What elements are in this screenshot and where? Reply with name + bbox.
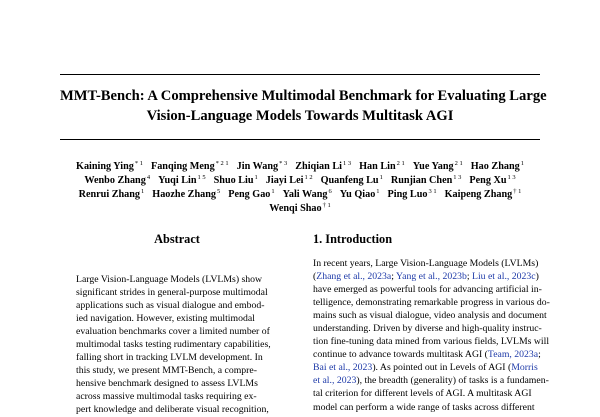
introduction-text: have emerged as powerful tools for advancing artificial in- <box>313 284 542 296</box>
author-affiliation-mark: 1 3 <box>453 174 462 182</box>
abstract-line: significant strides in general-purpose multimodal <box>76 287 268 299</box>
author <box>214 175 258 186</box>
introduction-line <box>313 257 543 270</box>
author-affiliation-mark: 3 1 <box>428 188 437 196</box>
abstract-line: falling short in tracking LVLM development. In <box>76 352 263 364</box>
introduction-line <box>313 270 543 283</box>
introduction-line <box>313 322 543 335</box>
introduction-line <box>313 361 543 374</box>
author-line <box>55 202 545 216</box>
author-name: Peng Gao <box>228 189 271 201</box>
author-name: Haozhe Zhang <box>152 189 216 201</box>
introduction-text: telligence, demonstrating remarkable progress in various do- <box>313 297 550 309</box>
citation-link[interactable]: Yang et al., 2023b <box>396 271 467 283</box>
introduction-text: ( <box>313 271 317 283</box>
author-affiliation-mark: 1 2 <box>304 174 313 182</box>
introduction-text: ; <box>466 271 472 283</box>
introduction-text: continue to advance towards multitask AGI ( <box>313 349 488 361</box>
author <box>79 189 145 200</box>
author-name: Runjian Chen <box>390 175 453 187</box>
author <box>469 175 515 186</box>
author <box>413 161 463 172</box>
abstract-line: this study, we present MMT-Bench, a compre- <box>76 365 257 377</box>
author <box>445 189 522 200</box>
author-name: Fanqing Meng <box>150 161 215 172</box>
citation-link[interactable]: Bai et al., 2023 <box>313 362 373 374</box>
author-name: Yu Qiao <box>339 189 376 201</box>
author-name: Kaipeng Zhang <box>444 189 513 201</box>
author <box>295 161 351 172</box>
author <box>237 161 288 172</box>
introduction-text: understanding. Driven by diverse and high-quality instruc- <box>313 323 542 335</box>
author-affiliation-mark: 1 5 <box>197 174 206 182</box>
abstract-line: multimodal tasks testing rudimentary capabilities, <box>76 339 271 351</box>
introduction-text: mains such as visual dialogue, video analysis and document <box>313 310 547 322</box>
author-list <box>55 160 545 216</box>
abstract-line: ied navigation. However, existing multimodal <box>76 313 255 325</box>
introduction-line <box>313 335 550 348</box>
title-top-rule <box>60 74 540 75</box>
introduction-line <box>313 296 550 309</box>
author <box>359 161 405 172</box>
introduction-text: ; <box>391 271 397 283</box>
abstract-line: evaluation benchmarks cover a limited number of <box>76 326 270 338</box>
abstract-line: across massive multimodal tasks requiring ex- <box>76 391 257 403</box>
introduction-line <box>313 309 547 322</box>
author <box>471 161 524 172</box>
author-affiliation-mark: 6 <box>328 188 332 196</box>
author-affiliation-mark: 1 <box>271 188 275 196</box>
author-name: Hao Zhang <box>470 161 520 172</box>
abstract-line: applications such as visual dialogue and embod- <box>76 300 265 312</box>
author-line <box>55 188 545 202</box>
citation-link[interactable]: Zhang et al., 2023a <box>316 271 392 283</box>
author-affiliation-mark: 1 3 <box>342 160 352 167</box>
citation-link[interactable]: Team, 2023a <box>487 349 539 361</box>
title-bottom-rule <box>60 139 540 140</box>
author-affiliation-mark: † 1 <box>322 202 331 210</box>
citation-link[interactable]: Morris <box>511 362 538 374</box>
author <box>340 189 380 200</box>
introduction-text: ) <box>535 271 539 283</box>
author-name: Yali Wang <box>282 189 328 201</box>
author <box>269 203 331 214</box>
abstract-body <box>76 273 288 417</box>
left-column <box>76 231 288 417</box>
abstract-line: hensive benchmark designed to assess LVLMs <box>76 378 258 390</box>
title-line-2: Vision-Language Models Towards Multitask AGI <box>146 108 454 124</box>
abstract-line: pert knowledge and deliberate visual recognition, <box>76 404 269 416</box>
author <box>152 189 220 200</box>
author-name: Quanfeng Lu <box>320 175 379 187</box>
author-name: Ping Luo <box>387 189 428 201</box>
author <box>283 189 332 200</box>
introduction-text: ), the breadth (generality) of tasks is a fundamen- <box>356 375 549 387</box>
author-affiliation-mark: 1 <box>141 188 145 196</box>
introduction-line <box>313 348 543 361</box>
author <box>84 175 150 186</box>
right-column <box>313 231 550 414</box>
author <box>321 175 383 186</box>
author-affiliation-mark: * 2 1 <box>215 160 229 167</box>
citation-link[interactable]: et al., 2023 <box>313 375 357 387</box>
author <box>266 175 313 186</box>
author <box>228 189 274 200</box>
author-name: Wenbo Zhang <box>84 175 146 187</box>
introduction-text: ; <box>538 349 541 361</box>
author-affiliation-mark: 1 <box>254 174 258 182</box>
author-name: Han Lin <box>359 161 396 172</box>
author-name: Shuo Liu <box>213 175 254 187</box>
author-line <box>55 174 545 188</box>
introduction-line <box>313 401 543 414</box>
author-name: Wenqi Shao <box>269 203 322 215</box>
author-affiliation-mark: * 3 <box>279 160 288 167</box>
author-affiliation-mark: 2 1 <box>454 160 463 167</box>
author-affiliation-mark: 2 1 <box>396 160 405 167</box>
author-name: Renrui Zhang <box>78 189 141 201</box>
author-name: Jiayi Lei <box>265 175 304 187</box>
introduction-text: tal criterion for different levels of AGI. A multitask AGI <box>313 388 532 400</box>
introduction-heading: 1. Introduction <box>313 232 393 246</box>
author-name: Zhiqian Li <box>295 161 342 172</box>
author-affiliation-mark: † 1 <box>513 188 522 196</box>
introduction-line <box>313 374 549 387</box>
author-name: Yue Yang <box>412 161 454 172</box>
title-line-1: MMT-Bench: A Comprehensive Multimodal Benchmark for Evaluating Large <box>60 88 547 104</box>
author-affiliation-mark: 1 <box>376 188 380 196</box>
author <box>388 189 437 200</box>
author-line <box>55 160 545 174</box>
author-name: Jin Wang <box>236 161 279 172</box>
introduction-text: model can perform a wide range of tasks across different <box>313 401 535 413</box>
introduction-text: tion fine-tuning data mined from various fields, LVLMs will <box>313 336 550 348</box>
author-affiliation-mark: 1 3 <box>507 174 516 182</box>
author-affiliation-mark: 5 <box>216 188 221 196</box>
author-name: Yuqi Lin <box>158 175 197 187</box>
introduction-body <box>313 257 550 414</box>
author <box>158 175 206 186</box>
introduction-line <box>313 387 543 400</box>
introduction-line <box>313 283 543 296</box>
author <box>391 175 462 186</box>
abstract-line: Large Vision-Language Models (LVLMs) show <box>76 274 263 285</box>
introduction-text: In recent years, Large Vision-Language Models (LVLMs) <box>313 258 539 269</box>
introduction-text: ). As pointed out in Levels of AGI ( <box>372 362 512 374</box>
paper-title <box>60 86 547 126</box>
author-affiliation-mark: * 1 <box>134 160 143 167</box>
author-affiliation-mark: 4 <box>146 174 151 182</box>
author-affiliation-mark: 1 <box>520 160 524 167</box>
abstract-heading: Abstract <box>154 232 200 246</box>
author <box>151 161 229 172</box>
author-name: Kaining Ying <box>76 161 134 172</box>
author-name: Peng Xu <box>469 175 507 187</box>
author <box>76 161 143 172</box>
citation-link[interactable]: Liu et al., 2023c <box>471 271 536 283</box>
author-affiliation-mark: 1 <box>379 174 383 182</box>
